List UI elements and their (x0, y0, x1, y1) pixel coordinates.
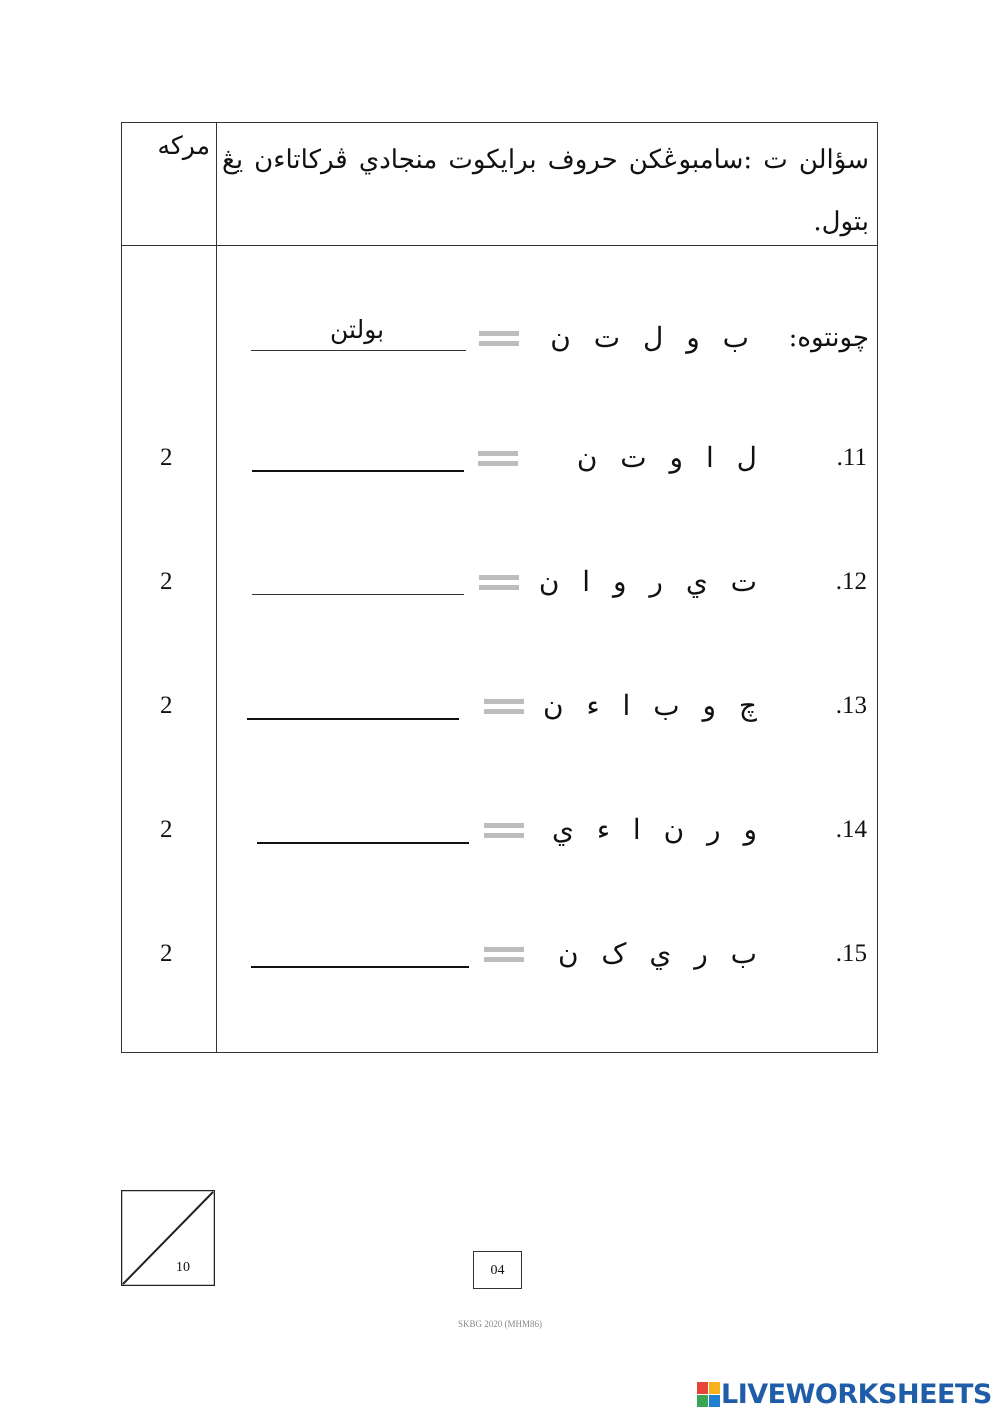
item-letters: و ر ن ا ء ي (552, 813, 757, 846)
liveworksheets-logo-icon (697, 1382, 721, 1408)
example-answer: بولتن (330, 315, 385, 344)
score-total: 10 (176, 1260, 190, 1275)
equals-icon (484, 947, 524, 962)
item-mark: 2 (160, 692, 173, 719)
marks-column-header: مركه (157, 131, 210, 160)
example-letters: ب و ل ت ن (550, 321, 749, 354)
item-number: .13 (835, 692, 867, 719)
example-row (122, 313, 877, 363)
item-letters: ل ا و ت ن (576, 441, 757, 474)
item-letters: ت ي ر و ا ن (538, 565, 757, 598)
item-mark: 2 (160, 444, 173, 471)
exercise-table (121, 122, 878, 1053)
example-answer-line (251, 350, 466, 351)
item-number: .11 (836, 444, 867, 471)
item-letters: ب ر ي ک ن (557, 937, 757, 970)
answer-blank[interactable] (252, 470, 464, 472)
equals-icon (478, 451, 518, 466)
score-box (121, 1190, 215, 1286)
footer-code: SKBG 2020 (MHM86) (457, 1319, 542, 1329)
exercise-item-15 (122, 929, 877, 979)
exercise-item-11 (122, 433, 877, 483)
answer-blank[interactable] (247, 718, 459, 720)
equals-icon (479, 575, 519, 590)
exercise-item-14 (122, 805, 877, 855)
item-number: .15 (835, 940, 867, 967)
example-label: چونتوه: (788, 323, 869, 353)
question-instruction: سؤالن ت :سامبوڠكن حروف برايكوت منجادي ڤركاتاءن يڠ بتول. (222, 145, 869, 237)
item-letters: چ و ب ا ء ن (543, 689, 757, 722)
answer-blank[interactable] (252, 594, 464, 595)
item-mark: 2 (160, 940, 173, 967)
exercise-item-13 (122, 681, 877, 731)
liveworksheets-logo[interactable] (697, 1378, 993, 1412)
item-number: .14 (835, 816, 867, 843)
brand-name: LIVEWORKSHEETS (721, 1379, 992, 1410)
item-mark: 2 (160, 816, 173, 843)
page-number: 04 (473, 1251, 522, 1289)
item-mark: 2 (160, 568, 173, 595)
answer-blank[interactable] (257, 842, 469, 844)
equals-icon (484, 699, 524, 714)
answer-blank[interactable] (251, 966, 469, 968)
score-box-frame (121, 1190, 215, 1286)
exercise-item-12 (122, 557, 877, 607)
item-number: .12 (835, 568, 867, 595)
equals-icon (484, 823, 524, 838)
equals-icon (479, 331, 519, 346)
